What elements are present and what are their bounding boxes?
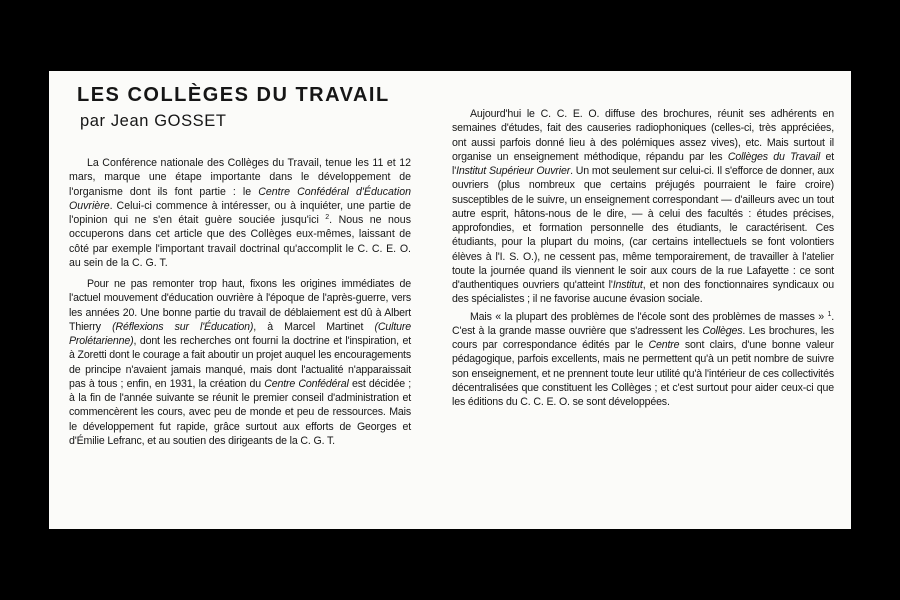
right-column: [452, 107, 834, 412]
emphasis-centre: Centre Confédéral: [264, 377, 349, 390]
emphasis-colleges-2: Collèges: [702, 324, 743, 337]
emphasis-institut: Institut: [612, 279, 643, 291]
paragraph-aujourdhui: Aujourd'hui le C. C. E. O. diffuse des brochures, réunit ses adhérents en semaines d'études, fait des causeries radiophoniques (celles-ci, très appréciées, ont aussi parfois donné lieu à des polémiques assez vives), etc. Mais surtout il organise un enseignement méthodique, répandu par les Collèges du Travail et l'Institut Supérieur Ouvrier. Un mot seulement sur celui-ci. Il s'efforce de donner, aux ouvriers (plus nombreux que certains préjugés pourraient le faire croire) susceptibles de le suivre, un enseignement correspondant — d'ailleurs avec un tout autre esprit, hâtons-nous de le dire, — à celui des facultés : études précises, approfondies, et formation personnelle des étudiants, le caractérisent. Ces étudiants, pour la plupart du moins, (car certains intellectuels se font volontiers élèves à l'I. S. O.), ne cessent pas, même temporairement, de travailler à l'atelier toute la journée quand ils viennent le soir aux cours de la rue Lafayette : ce sont d'authentiques ouvriers qu'atteint l'Institut, et non des fonctionnaires syndicaux ou des spécialistes ; il ne favorise aucune évasion sociale.: [452, 108, 835, 306]
emphasis-centre-confederal: Centre Confédéral d'Éducation Ouvrière: [69, 185, 412, 212]
article-title: LES COLLÈGES DU TRAVAIL: [77, 84, 390, 106]
article-page: [49, 71, 851, 529]
article-byline: par Jean GOSSET: [80, 112, 227, 130]
left-column: [69, 156, 411, 455]
emphasis-culture: (Culture Prolétarienne): [69, 320, 411, 347]
paragraph-origines: Pour ne pas remonter trop haut, fixons les origines immédiates de l'actuel mouvement d'éducation ouvrière à l'époque de l'après-guerre, vers les années 20. Une bonne partie du travail de déblaiement est dû à Albert Thierry (Réflexions sur l'Éducation), à Marcel Martinet (Culture Prolétarienne), dont les recherches ont fourni la doctrine et l'inspiration, et à Zoretti dont le courage a fait aboutir un projet auquel les encouragements de principe n'avaient jamais manqué, mais dont l'actualité n'apparaissait pas à tous ; enfin, en 1931, la création du Centre Confédéral est décidée ; à la fin de l'année suivante se réunit le premier conseil d'administration et commencèrent les cours, avec peu de monde et peu de ressources. Mais le développement fut rapide, grâce surtout aux efforts de Georges et d'Émilie Lefranc, et au soutien des dirigeants de la C. G. T.: [69, 278, 411, 447]
emphasis-reflexions: (Réflexions sur l'Éducation): [112, 320, 254, 333]
footnote-ref-1: 1: [827, 310, 832, 318]
footnote-ref-2: 2: [325, 214, 330, 221]
paragraph-conference: La Conférence nationale des Collèges du Travail, tenue les 11 et 12 mars, marque une étape importante dans le développement de l'organisme dont ils font partie : le Centre Confédéral d'Éducation Ouvrière. Celui-ci commence à intéresser, ou à inquiéter, une partie de l'opinion qui ne s'en était guère souciée jusqu'ici $^2$. Nous ne nous occuperons dans cet article que des Collèges eux-mêmes, laissant de côté par exemple l'important travail doctrinal qu'accomplit le C. C. E. O. au sein de la C. G. T.: [69, 157, 412, 269]
emphasis-institut-superieur: Institut Supérieur Ouvrier: [456, 165, 571, 177]
emphasis-centre-2: Centre: [648, 339, 680, 351]
paragraph-masses: Mais « la plupart des problèmes de l'école sont des problèmes de masses » $^1$. C'est à la grande masse ouvrière que s'adressent les Collèges. Les brochures, les cours par correspondance édités par le Centre sont clairs, d'une bonne valeur pédagogique, parfois excellents, mais ne permettent qu'à un petit nombre de suivre son enseignement, et ne prennent toute leur utilité qu'à l'intérieur de ces collectivités décentralisées que constituent les Collèges ; et c'est surtout pour aider ceux-ci que les éditions du C. C. E. O. se sont développées.: [452, 310, 834, 408]
emphasis-colleges: Collèges du Travail: [727, 150, 821, 163]
